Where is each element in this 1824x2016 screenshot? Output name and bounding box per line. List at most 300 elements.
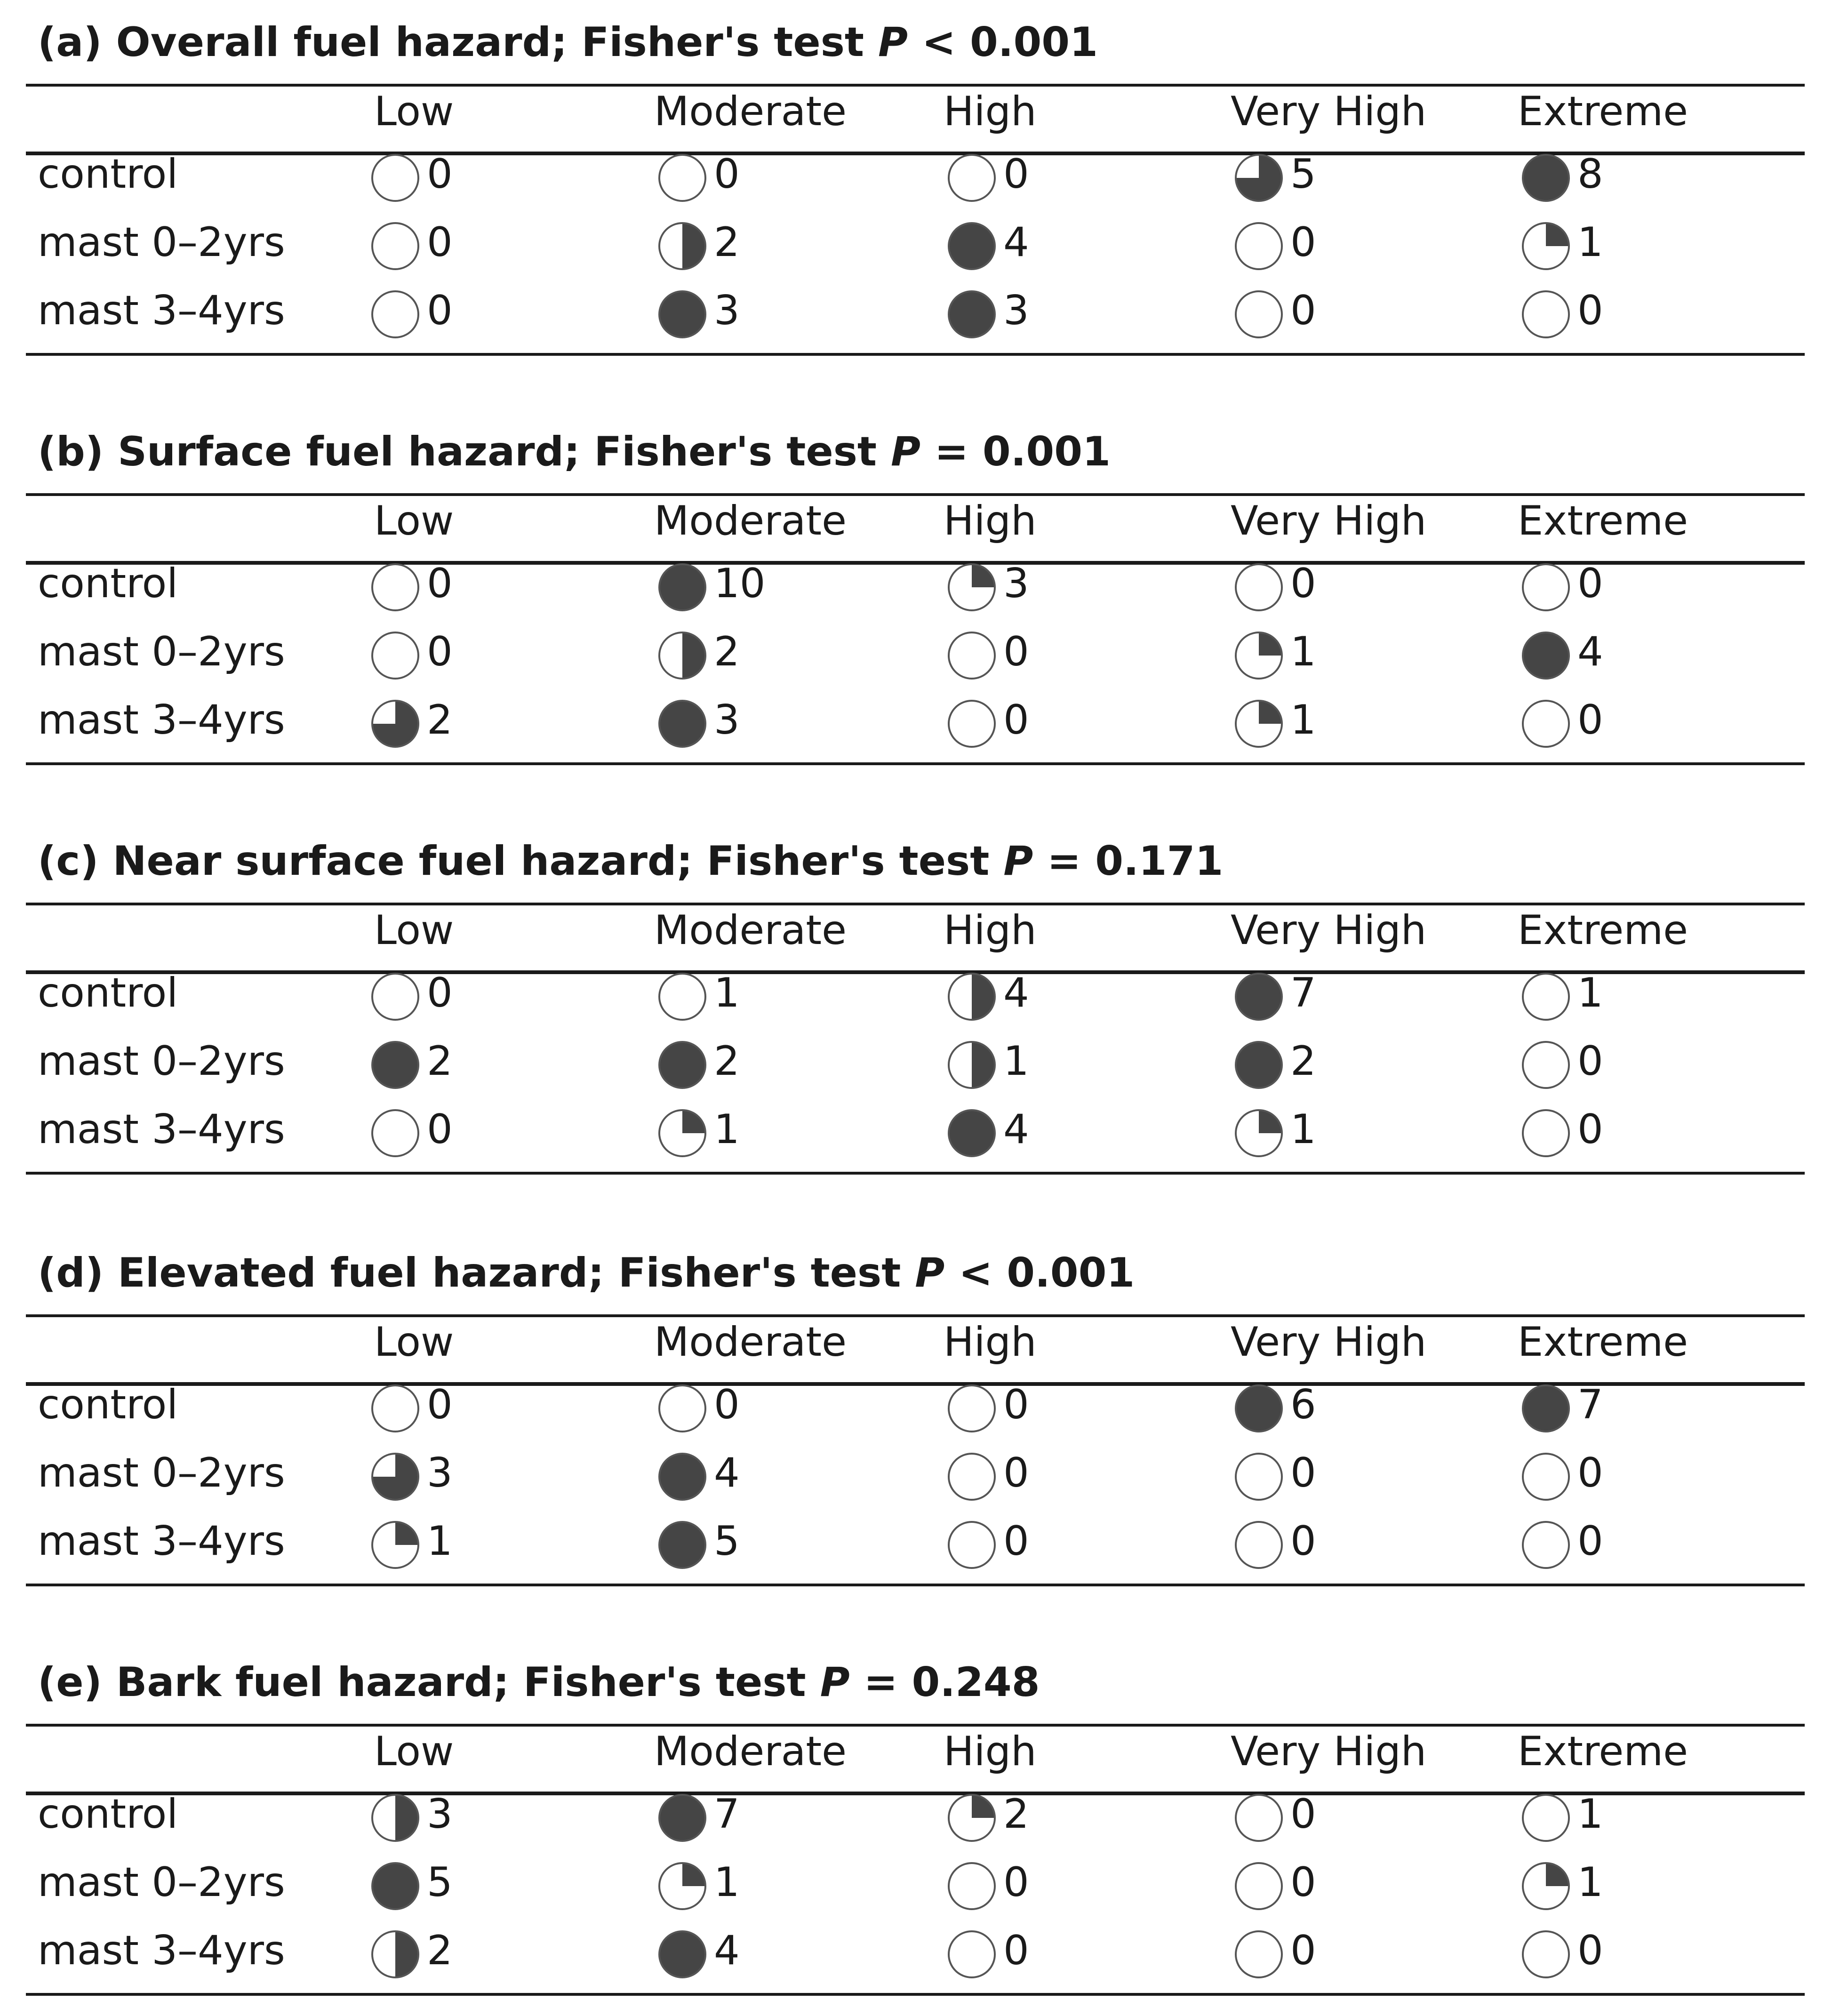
count-value: 2 [427, 696, 453, 744]
count-value: 0 [1290, 560, 1316, 607]
count-value: 1 [1290, 696, 1316, 744]
count-value: 0 [1290, 1518, 1316, 1565]
fill-circle [946, 1451, 998, 1503]
p-symbol: P [820, 1659, 850, 1706]
row-label: control [38, 1791, 178, 1838]
fill-circle [1233, 1451, 1285, 1503]
count-cell [656, 1508, 812, 1574]
count-value: 0 [1577, 287, 1603, 334]
count-cell [1233, 1440, 1388, 1506]
count-value: 2 [1003, 1791, 1029, 1838]
count-cell [946, 1028, 1101, 1094]
count-value: 0 [1003, 1449, 1029, 1496]
count-value: 0 [1003, 1518, 1029, 1565]
count-cell [656, 1028, 812, 1094]
fill-circle [1520, 1039, 1572, 1091]
fill-circle [369, 1039, 421, 1091]
panel-e [26, 1659, 1805, 2007]
count-value: 2 [1290, 1038, 1316, 1085]
count-cell [1520, 1849, 1675, 1915]
count-cell [1520, 278, 1675, 344]
top-rule [26, 84, 1805, 87]
count-cell [1520, 209, 1675, 275]
count-value: 0 [427, 151, 453, 198]
fill-circle [369, 630, 421, 681]
count-value: 0 [1577, 1518, 1603, 1565]
bottom-rule [26, 1172, 1805, 1175]
count-value: 0 [1290, 1927, 1316, 1974]
count-cell [946, 960, 1101, 1026]
count-value: 3 [714, 287, 740, 334]
circle-fill-wedge [395, 1931, 418, 1977]
p-value: < 0.001 [944, 1249, 1135, 1296]
count-value: 5 [1290, 151, 1316, 198]
count-cell [1233, 278, 1388, 344]
panel-title-text: (a) Overall fuel hazard; Fisher's test [38, 19, 878, 66]
fill-circle [656, 1928, 708, 1980]
column-header: Low [374, 907, 454, 954]
count-value: 1 [714, 1106, 740, 1153]
count-value: 0 [427, 1106, 453, 1153]
fill-circle [946, 561, 998, 613]
fill-circle [946, 698, 998, 750]
count-cell [946, 619, 1101, 685]
count-cell [656, 1918, 812, 1984]
panel-title [38, 19, 1098, 66]
count-value: 0 [1577, 560, 1603, 607]
row-label: mast 0–2yrs [38, 219, 285, 266]
fill-circle [1520, 1451, 1572, 1503]
count-value: 1 [1577, 219, 1603, 266]
count-value: 3 [1003, 287, 1029, 334]
row-label: control [38, 560, 178, 607]
fill-circle [369, 1860, 421, 1912]
circle-fill-wedge [682, 223, 705, 269]
row-label: control [38, 151, 178, 198]
count-value: 1 [1290, 1106, 1316, 1153]
count-value: 0 [427, 969, 453, 1016]
count-cell [1520, 1096, 1675, 1162]
count-cell [1520, 619, 1675, 685]
count-cell [1233, 1028, 1388, 1094]
top-rule [26, 1724, 1805, 1727]
row-label: mast 0–2yrs [38, 628, 285, 675]
panel-title [38, 1659, 1040, 1706]
p-value: = 0.248 [849, 1659, 1040, 1706]
count-cell [1520, 1440, 1675, 1506]
fill-circle [369, 971, 421, 1023]
count-value: 3 [714, 696, 740, 744]
count-cell [656, 278, 812, 344]
count-cell [656, 141, 812, 207]
fill-circle [1233, 1519, 1285, 1571]
fill-circle [1520, 561, 1572, 613]
count-cell [656, 209, 812, 275]
column-header: Low [374, 88, 454, 135]
fill-circle [1233, 1107, 1285, 1159]
count-value: 7 [1290, 969, 1316, 1016]
column-header: Extreme [1518, 88, 1688, 135]
count-value: 0 [1577, 1927, 1603, 1974]
count-value: 4 [714, 1927, 740, 1974]
bottom-rule [26, 1584, 1805, 1586]
fill-circle [1233, 288, 1285, 340]
count-cell [946, 278, 1101, 344]
fill-circle [656, 561, 708, 613]
count-value: 0 [1290, 219, 1316, 266]
bottom-rule [26, 762, 1805, 765]
row-label: mast 3–4yrs [38, 287, 285, 334]
count-cell [1520, 687, 1675, 753]
count-value: 0 [427, 628, 453, 675]
column-header: Extreme [1518, 907, 1688, 954]
count-cell [656, 960, 812, 1026]
count-value: 0 [1577, 696, 1603, 744]
fill-circle [1233, 561, 1285, 613]
p-value: < 0.001 [908, 19, 1098, 66]
count-value: 7 [1577, 1381, 1603, 1428]
panel-title-text: (e) Bark fuel hazard; Fisher's test [38, 1659, 820, 1706]
top-rule [26, 1314, 1805, 1317]
column-header: Low [374, 1319, 454, 1366]
count-cell [656, 619, 812, 685]
count-value: 2 [427, 1927, 453, 1974]
count-value: 4 [1003, 219, 1029, 266]
count-value: 0 [427, 1381, 453, 1428]
count-cell [1233, 1096, 1388, 1162]
count-cell [1233, 209, 1388, 275]
count-value: 0 [1003, 628, 1029, 675]
fill-circle [946, 1519, 998, 1571]
fill-circle [369, 698, 421, 750]
circle-fill-wedge [682, 632, 705, 679]
fill-circle [1233, 1039, 1285, 1091]
p-symbol: P [878, 19, 908, 66]
count-cell [946, 687, 1101, 753]
count-value: 1 [714, 1859, 740, 1906]
fill-circle [656, 1792, 708, 1844]
panel-c [26, 838, 1805, 1186]
fill-circle [656, 698, 708, 750]
count-cell [1233, 1781, 1388, 1847]
count-cell [1520, 1781, 1675, 1847]
count-cell [1233, 551, 1388, 616]
fill-circle [946, 1792, 998, 1844]
count-cell [1233, 1918, 1388, 1984]
count-value: 1 [714, 969, 740, 1016]
count-value: 1 [1577, 1791, 1603, 1838]
fill-circle [656, 1039, 708, 1091]
count-value: 2 [714, 628, 740, 675]
fill-circle [1520, 152, 1572, 204]
count-value: 8 [1577, 151, 1603, 198]
column-header: Moderate [654, 1728, 847, 1775]
count-cell [656, 687, 812, 753]
count-value: 0 [1003, 1859, 1029, 1906]
fill-circle [369, 561, 421, 613]
count-value: 3 [1003, 560, 1029, 607]
column-header: Moderate [654, 1319, 847, 1366]
count-value: 0 [1577, 1038, 1603, 1085]
count-cell [1520, 1372, 1675, 1438]
count-cell [656, 551, 812, 616]
count-value: 0 [1003, 1381, 1029, 1428]
fill-circle [369, 1451, 421, 1503]
count-cell [369, 551, 525, 616]
count-cell [369, 960, 525, 1026]
column-header: Moderate [654, 88, 847, 135]
fill-circle [656, 1519, 708, 1571]
count-cell [369, 1028, 525, 1094]
fill-circle [656, 1383, 708, 1434]
count-value: 0 [1003, 151, 1029, 198]
fill-circle [1520, 1519, 1572, 1571]
count-cell [1233, 960, 1388, 1026]
fill-circle [369, 1792, 421, 1844]
fill-circle [946, 1928, 998, 1980]
count-cell [946, 1096, 1101, 1162]
fill-circle [1520, 1928, 1572, 1980]
bottom-rule [26, 353, 1805, 356]
count-value: 1 [1577, 969, 1603, 1016]
count-cell [1520, 141, 1675, 207]
bottom-rule [26, 1993, 1805, 1996]
count-cell [656, 1849, 812, 1915]
count-value: 0 [1290, 1859, 1316, 1906]
count-cell [369, 1849, 525, 1915]
count-cell [369, 278, 525, 344]
count-value: 1 [1577, 1859, 1603, 1906]
count-cell [1233, 1508, 1388, 1574]
count-cell [1520, 1918, 1675, 1984]
p-symbol: P [915, 1249, 945, 1296]
row-label: mast 3–4yrs [38, 1927, 285, 1974]
column-header: Moderate [654, 497, 847, 544]
fill-circle [369, 1383, 421, 1434]
column-header: Very High [1231, 497, 1427, 544]
count-value: 0 [1290, 287, 1316, 334]
panel-title-text: (b) Surface fuel hazard; Fisher's test [38, 428, 891, 475]
fill-circle [369, 288, 421, 340]
panel-title-text: (d) Elevated fuel hazard; Fisher's test [38, 1249, 915, 1296]
count-cell [656, 1781, 812, 1847]
fill-circle [946, 152, 998, 204]
fill-circle [1520, 1383, 1572, 1434]
count-cell [1520, 1028, 1675, 1094]
column-header: Low [374, 497, 454, 544]
column-header: High [944, 1728, 1037, 1775]
count-cell [1233, 619, 1388, 685]
column-header: Moderate [654, 907, 847, 954]
count-cell [369, 1508, 525, 1574]
count-value: 0 [427, 287, 453, 334]
column-header: Very High [1231, 88, 1427, 135]
row-label: mast 0–2yrs [38, 1038, 285, 1085]
circle-fill-wedge [972, 1042, 995, 1088]
fill-circle [656, 1860, 708, 1912]
count-cell [1233, 1849, 1388, 1915]
count-value: 3 [427, 1791, 453, 1838]
column-header: High [944, 907, 1037, 954]
top-rule [26, 493, 1805, 496]
fill-circle [1520, 630, 1572, 681]
count-value: 4 [1577, 628, 1603, 675]
fill-circle [1233, 152, 1285, 204]
fill-circle [369, 1519, 421, 1571]
panel-title-text: (c) Near surface fuel hazard; Fisher's test [38, 838, 1004, 885]
fill-circle [656, 630, 708, 681]
circle-fill-wedge [395, 1795, 418, 1841]
count-value: 2 [427, 1038, 453, 1085]
count-value: 10 [714, 560, 766, 607]
row-label: control [38, 1381, 178, 1428]
fill-circle [1520, 288, 1572, 340]
fill-circle [656, 152, 708, 204]
fill-circle [946, 1107, 998, 1159]
column-header: Low [374, 1728, 454, 1775]
count-value: 5 [427, 1859, 453, 1906]
fill-circle [1520, 220, 1572, 272]
row-label: mast 3–4yrs [38, 1106, 285, 1153]
count-cell [946, 1781, 1101, 1847]
column-header: Extreme [1518, 497, 1688, 544]
count-cell [946, 1849, 1101, 1915]
fill-circle [656, 1451, 708, 1503]
fill-circle [1233, 220, 1285, 272]
fill-circle [946, 1860, 998, 1912]
count-cell [946, 1372, 1101, 1438]
p-symbol: P [890, 428, 920, 475]
row-label: mast 0–2yrs [38, 1859, 285, 1906]
panel-d [26, 1249, 1805, 1598]
fill-circle [946, 971, 998, 1023]
fill-circle [656, 220, 708, 272]
fill-circle [1233, 630, 1285, 681]
count-value: 0 [1290, 1449, 1316, 1496]
fill-circle [1520, 1860, 1572, 1912]
fill-circle [946, 1039, 998, 1091]
count-value: 4 [714, 1449, 740, 1496]
fill-circle [946, 288, 998, 340]
count-value: 1 [1290, 628, 1316, 675]
fill-circle [1233, 1383, 1285, 1434]
count-cell [946, 1440, 1101, 1506]
count-cell [1520, 1508, 1675, 1574]
count-cell [369, 1781, 525, 1847]
count-cell [369, 1918, 525, 1984]
count-cell [369, 209, 525, 275]
count-value: 7 [714, 1791, 740, 1838]
count-value: 0 [1003, 696, 1029, 744]
count-value: 2 [714, 1038, 740, 1085]
column-header: Extreme [1518, 1728, 1688, 1775]
count-value: 4 [1003, 969, 1029, 1016]
count-cell [656, 1440, 812, 1506]
row-label: mast 0–2yrs [38, 1449, 285, 1496]
column-header: Very High [1231, 1319, 1427, 1366]
count-cell [946, 551, 1101, 616]
count-cell [946, 141, 1101, 207]
row-label: control [38, 969, 178, 1016]
count-cell [369, 619, 525, 685]
fill-circle [369, 152, 421, 204]
panel-a [26, 19, 1805, 367]
count-cell [369, 141, 525, 207]
count-cell [1233, 687, 1388, 753]
p-symbol: P [1003, 838, 1033, 885]
count-cell [656, 1096, 812, 1162]
count-cell [369, 1372, 525, 1438]
column-header: High [944, 1319, 1037, 1366]
fill-circle [1520, 971, 1572, 1023]
top-rule [26, 903, 1805, 905]
count-value: 0 [427, 560, 453, 607]
fill-circle [369, 220, 421, 272]
fill-circle [1233, 1792, 1285, 1844]
panel-b [26, 428, 1805, 776]
column-header: Very High [1231, 907, 1427, 954]
fill-circle [1233, 971, 1285, 1023]
count-cell [369, 1096, 525, 1162]
fill-circle [1520, 1107, 1572, 1159]
count-value: 0 [714, 151, 740, 198]
count-cell [946, 1918, 1101, 1984]
column-header: High [944, 88, 1037, 135]
column-header: Very High [1231, 1728, 1427, 1775]
fill-circle [369, 1107, 421, 1159]
count-cell [1233, 141, 1388, 207]
column-header: High [944, 497, 1037, 544]
fill-circle [369, 1928, 421, 1980]
count-value: 0 [427, 219, 453, 266]
fill-circle [656, 971, 708, 1023]
count-value: 0 [1003, 1927, 1029, 1974]
fill-circle [656, 288, 708, 340]
row-label: mast 3–4yrs [38, 696, 285, 744]
panel-title [38, 838, 1223, 885]
p-value: = 0.171 [1033, 838, 1224, 885]
count-cell [369, 1440, 525, 1506]
fill-circle [946, 630, 998, 681]
count-value: 0 [1290, 1791, 1316, 1838]
count-value: 3 [427, 1449, 453, 1496]
count-cell [369, 687, 525, 753]
fill-circle [656, 1107, 708, 1159]
count-value: 2 [714, 219, 740, 266]
count-value: 6 [1290, 1381, 1316, 1428]
count-cell [1233, 1372, 1388, 1438]
column-header: Extreme [1518, 1319, 1688, 1366]
count-value: 5 [714, 1518, 740, 1565]
fill-circle [1233, 1928, 1285, 1980]
fill-circle [1233, 1860, 1285, 1912]
count-cell [656, 1372, 812, 1438]
p-value: = 0.001 [920, 428, 1111, 475]
count-cell [1520, 551, 1675, 616]
count-cell [1520, 960, 1675, 1026]
count-value: 1 [1003, 1038, 1029, 1085]
circle-fill-wedge [972, 974, 995, 1020]
count-value: 0 [1577, 1106, 1603, 1153]
count-value: 0 [714, 1381, 740, 1428]
count-cell [946, 1508, 1101, 1574]
count-value: 1 [427, 1518, 453, 1565]
count-value: 4 [1003, 1106, 1029, 1153]
fill-circle [1520, 1792, 1572, 1844]
fill-circle [946, 220, 998, 272]
panel-title [38, 1249, 1135, 1296]
panel-title [38, 428, 1111, 475]
